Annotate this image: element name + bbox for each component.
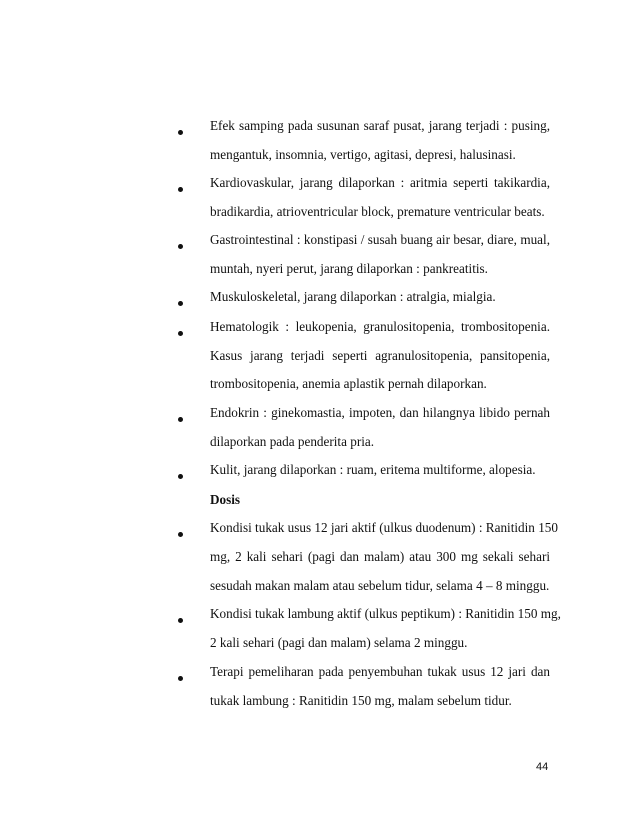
- list-item-line: mg, 2 kali sehari (pagi dan malam) atau 300 mg sekali sehari: [210, 549, 550, 564]
- bullet-icon: [178, 613, 183, 625]
- bullet-icon: [178, 239, 183, 251]
- list-item-line: Hematologik : leukopenia, granulositopenia, trombositopenia.: [210, 319, 550, 334]
- list-item-line: Kasus jarang terjadi seperti agranulositopenia, pansitopenia,: [210, 348, 550, 363]
- list-item-line: Gastrointestinal : konstipasi / susah buang air besar, diare, mual,: [210, 232, 550, 247]
- list-item-line: Muskuloskeletal, jarang dilaporkan : atralgia, mialgia.: [210, 289, 496, 304]
- list-item-line: Endokrin : ginekomastia, impoten, dan hilangnya libido pernah: [210, 405, 550, 420]
- bullet-icon: [178, 527, 183, 539]
- bullet-icon: [178, 469, 183, 481]
- page-number: 44: [536, 761, 549, 773]
- bullet-icon: [178, 326, 183, 338]
- list-item-line: trombositopenia, anemia aplastik pernah dilaporkan.: [210, 376, 487, 391]
- list-item-line: Kardiovaskular, jarang dilaporkan : aritmia seperti takikardia,: [210, 175, 550, 190]
- list-item-line: 2 kali sehari (pagi dan malam) selama 2 minggu.: [210, 635, 468, 650]
- bullet-icon: [178, 671, 183, 683]
- bullet-icon: [178, 182, 183, 194]
- list-item-line: bradikardia, atrioventricular block, premature ventricular beats.: [210, 204, 545, 219]
- bullet-icon: [178, 125, 183, 137]
- list-item-line: Kondisi tukak usus 12 jari aktif (ulkus duodenum) : Ranitidin 150: [210, 520, 558, 535]
- list-item-line: Kondisi tukak lambung aktif (ulkus peptikum) : Ranitidin 150 mg,: [210, 606, 561, 621]
- list-item-line: Terapi pemeliharan pada penyembuhan tukak usus 12 jari dan: [210, 664, 550, 679]
- list-item-line: sesudah makan malam atau sebelum tidur, selama 4 – 8 minggu.: [210, 578, 550, 593]
- list-item-line: mengantuk, insomnia, vertigo, agitasi, depresi, halusinasi.: [210, 147, 516, 162]
- list-item-line: dilaporkan pada penderita pria.: [210, 434, 375, 449]
- bullet-icon: [178, 412, 183, 424]
- bullet-icon: [178, 296, 183, 308]
- section-heading-dosis: Dosis: [210, 492, 241, 507]
- list-item-line: tukak lambung : Ranitidin 150 mg, malam sebelum tidur.: [210, 693, 512, 708]
- list-item-line: Kulit, jarang dilaporkan : ruam, eritema multiforme, alopesia.: [210, 462, 536, 477]
- list-item-line: muntah, nyeri perut, jarang dilaporkan : pankreatitis.: [210, 261, 488, 276]
- list-item-line: Efek samping pada susunan saraf pusat, jarang terjadi : pusing,: [210, 118, 550, 133]
